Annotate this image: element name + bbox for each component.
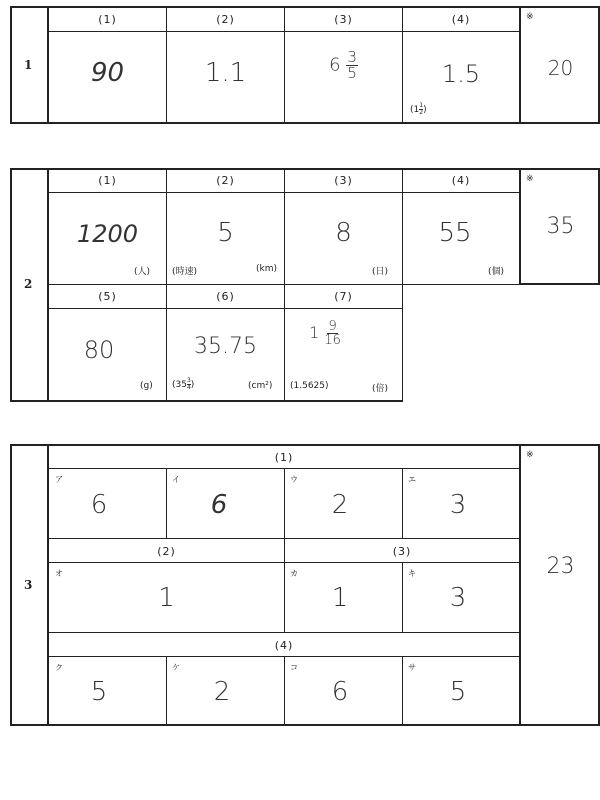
answer-unit: (個)	[488, 267, 505, 277]
cell-label: エ	[408, 475, 416, 484]
answer-value: 1.1	[204, 58, 247, 88]
answer-value: 55	[438, 218, 472, 248]
fraction-whole: 6	[329, 54, 341, 76]
divider	[47, 168, 49, 402]
answer-value: 8	[335, 218, 352, 248]
note-text: )	[190, 380, 195, 390]
score-label: ※	[526, 174, 534, 184]
answer-unit: (g)	[140, 381, 153, 391]
score-label: ※	[526, 12, 534, 22]
answer-value: 3	[449, 490, 467, 520]
note-text: (35	[172, 380, 187, 390]
column-header: (4)	[451, 13, 471, 26]
cell-label: ウ	[290, 475, 298, 484]
column-header: (3)	[392, 545, 412, 558]
fraction	[324, 320, 341, 347]
answer-unit: (人)	[134, 267, 151, 277]
answer-value: 90	[90, 58, 125, 88]
question-number: 1	[24, 58, 33, 72]
answer-unit: (日)	[372, 267, 389, 277]
answer-value: 5	[217, 218, 234, 248]
answer-value: 1	[158, 583, 175, 613]
answer-unit: (倍)	[372, 384, 389, 394]
answer-value: 6	[210, 490, 228, 520]
column-header: (7)	[334, 290, 353, 303]
column-header: (1)	[98, 13, 117, 26]
cell-label: イ	[172, 475, 180, 484]
answer-alt-note: (1.5625)	[290, 381, 329, 391]
answer-mixed-fraction	[285, 50, 402, 81]
cell-label: ケ	[172, 663, 180, 672]
fraction-denominator: 16	[324, 333, 341, 348]
answer-unit: (km)	[256, 264, 278, 274]
answer-unit: (cm²)	[248, 381, 273, 391]
column-header: (2)	[216, 174, 235, 187]
fraction-numerator: 3	[186, 377, 191, 384]
question-number: 2	[24, 277, 33, 291]
column-header: (6)	[216, 290, 235, 303]
column-header: (1)	[274, 451, 294, 464]
divider	[49, 308, 402, 309]
answer-value: 1.5	[441, 60, 481, 88]
answer-value: 5	[449, 677, 467, 707]
score-value: 35	[546, 214, 575, 239]
fraction-denominator: 2	[419, 109, 424, 116]
note-text: )	[423, 105, 427, 115]
cell-label: サ	[408, 663, 416, 672]
column-header: (3)	[334, 174, 353, 187]
answer-value: 2	[213, 677, 231, 707]
column-header: (4)	[274, 639, 294, 652]
fraction	[346, 50, 358, 81]
answer-value: 6	[90, 490, 108, 520]
divider	[49, 632, 519, 633]
answer-unit: (時速)	[172, 267, 198, 277]
cell-label: ア	[55, 475, 63, 484]
divider	[519, 444, 521, 726]
answer-value: 80	[83, 336, 115, 364]
column-header: (2)	[157, 545, 176, 558]
fraction-numerator: 9	[328, 319, 337, 334]
divider	[166, 168, 167, 402]
answer-mixed-fraction	[285, 320, 365, 347]
answer-value: 3	[449, 583, 467, 613]
note-text: (1	[410, 105, 420, 115]
answer-value: 35.75	[194, 334, 257, 359]
answer-value: 2	[331, 490, 349, 520]
score-value: 20	[547, 56, 574, 80]
score-value: 23	[546, 554, 575, 579]
fraction-denominator: 4	[186, 384, 191, 391]
cell-label: キ	[408, 569, 416, 578]
cell-label: ク	[55, 663, 63, 672]
cell-label: カ	[290, 569, 298, 578]
answer-value: 5	[90, 677, 108, 707]
column-header: (5)	[98, 290, 117, 303]
question-number: 3	[24, 578, 33, 592]
column-header: (3)	[334, 13, 353, 26]
divider	[10, 400, 403, 402]
column-header: (4)	[451, 174, 471, 187]
divider	[402, 168, 403, 402]
fraction-numerator: 3	[347, 48, 357, 66]
cell-label: コ	[290, 663, 298, 672]
fraction-numerator: 1	[419, 102, 424, 109]
column-header: (1)	[98, 174, 117, 187]
divider	[284, 168, 285, 402]
column-header: (2)	[216, 13, 235, 26]
answer-value: 1	[331, 583, 349, 613]
answer-value: 1200	[76, 220, 139, 248]
cell-label: オ	[55, 569, 63, 578]
answer-alt-note	[410, 103, 427, 116]
fraction-denominator: 5	[347, 64, 357, 82]
answer-value: 6	[331, 677, 349, 707]
answer-alt-note	[172, 378, 194, 391]
score-label: ※	[526, 450, 534, 460]
fraction-whole: 1	[309, 323, 320, 342]
divider	[10, 168, 520, 170]
